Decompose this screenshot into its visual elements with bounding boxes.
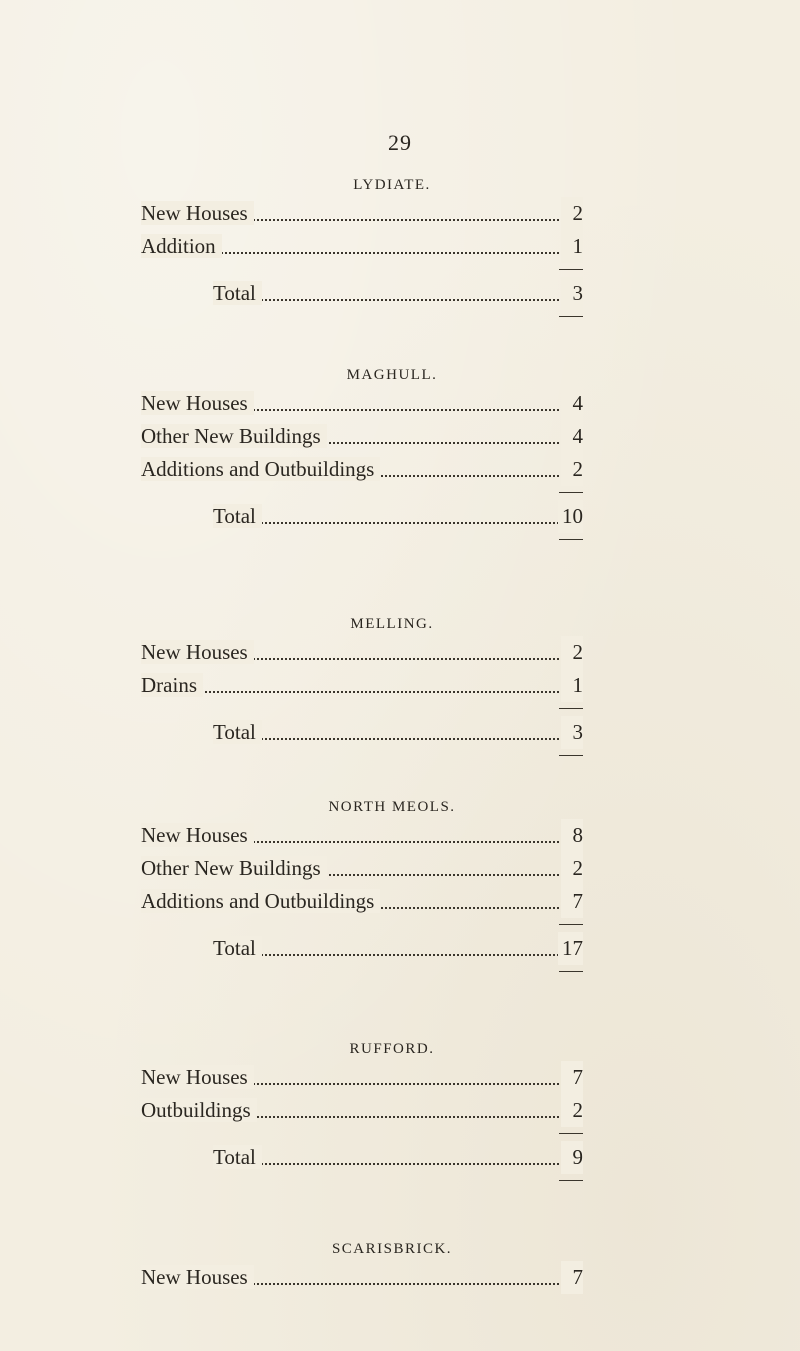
row-value: 1 xyxy=(561,669,583,702)
dot-leader xyxy=(213,738,559,740)
total-row xyxy=(141,500,583,533)
divider xyxy=(141,965,583,979)
list-item xyxy=(141,420,583,453)
section-heading: MAGHULL. xyxy=(346,367,438,383)
total-label: Total xyxy=(213,281,262,305)
row-label: Other New Buildings xyxy=(141,856,327,880)
divider xyxy=(141,918,583,932)
list-item xyxy=(141,1094,583,1127)
row-value: 7 xyxy=(561,885,583,918)
section-heading: SCARISBRICK. xyxy=(331,1241,453,1257)
row-label: New Houses xyxy=(141,823,254,847)
section-north-meols xyxy=(141,795,583,979)
total-value: 3 xyxy=(561,277,583,310)
row-label: New Houses xyxy=(141,1065,254,1089)
section-heading: RUFFORD. xyxy=(349,1041,435,1057)
divider xyxy=(141,702,583,716)
row-label: New Houses xyxy=(141,391,254,415)
section-maghull xyxy=(141,363,583,547)
total-label: Total xyxy=(213,720,262,744)
list-item xyxy=(141,636,583,669)
dot-leader xyxy=(141,691,559,693)
total-label: Total xyxy=(213,1145,262,1169)
page-number: 29 xyxy=(388,130,412,155)
row-value: 2 xyxy=(561,852,583,885)
row-label: Additions and Outbuildings xyxy=(141,889,380,913)
divider xyxy=(141,1127,583,1141)
row-label: New Houses xyxy=(141,1265,254,1289)
list-item xyxy=(141,1261,583,1294)
list-item xyxy=(141,819,583,852)
list-item xyxy=(141,669,583,702)
row-value: 2 xyxy=(561,197,583,230)
row-value: 8 xyxy=(561,819,583,852)
divider xyxy=(141,263,583,277)
section-heading: MELLING. xyxy=(350,616,434,632)
total-label: Total xyxy=(213,936,262,960)
total-row xyxy=(141,716,583,749)
dot-leader xyxy=(213,522,559,524)
row-value: 7 xyxy=(561,1261,583,1294)
total-row xyxy=(141,932,583,965)
dot-leader xyxy=(213,1163,559,1165)
total-value: 17 xyxy=(558,932,583,965)
row-value: 7 xyxy=(561,1061,583,1094)
row-label: New Houses xyxy=(141,201,254,225)
divider xyxy=(141,533,583,547)
row-label: Additions and Outbuildings xyxy=(141,457,380,481)
list-item xyxy=(141,230,583,263)
list-item xyxy=(141,387,583,420)
total-value: 10 xyxy=(558,500,583,533)
list-item xyxy=(141,453,583,486)
section-heading: NORTH MEOLS. xyxy=(328,799,456,815)
divider xyxy=(141,749,583,763)
divider xyxy=(141,486,583,500)
row-value: 2 xyxy=(561,636,583,669)
dot-leader xyxy=(213,954,559,956)
total-label: Total xyxy=(213,504,262,528)
total-row xyxy=(141,1141,583,1174)
row-label: Outbuildings xyxy=(141,1098,257,1122)
divider xyxy=(141,310,583,324)
dot-leader xyxy=(213,299,559,301)
list-item xyxy=(141,197,583,230)
row-value: 2 xyxy=(561,1094,583,1127)
list-item xyxy=(141,852,583,885)
row-value: 2 xyxy=(561,453,583,486)
list-item xyxy=(141,885,583,918)
row-value: 1 xyxy=(561,230,583,263)
section-lydiate xyxy=(141,173,583,324)
row-value: 4 xyxy=(561,387,583,420)
total-value: 3 xyxy=(561,716,583,749)
row-label: Addition xyxy=(141,234,222,258)
total-value: 9 xyxy=(561,1141,583,1174)
row-label: Other New Buildings xyxy=(141,424,327,448)
section-melling xyxy=(141,612,583,763)
row-label: Drains xyxy=(141,673,203,697)
row-label: New Houses xyxy=(141,640,254,664)
divider xyxy=(141,1174,583,1188)
total-row xyxy=(141,277,583,310)
list-item xyxy=(141,1061,583,1094)
section-scarisbrick xyxy=(141,1237,583,1294)
section-heading: LYDIATE. xyxy=(353,177,431,193)
section-rufford xyxy=(141,1037,583,1188)
row-value: 4 xyxy=(561,420,583,453)
